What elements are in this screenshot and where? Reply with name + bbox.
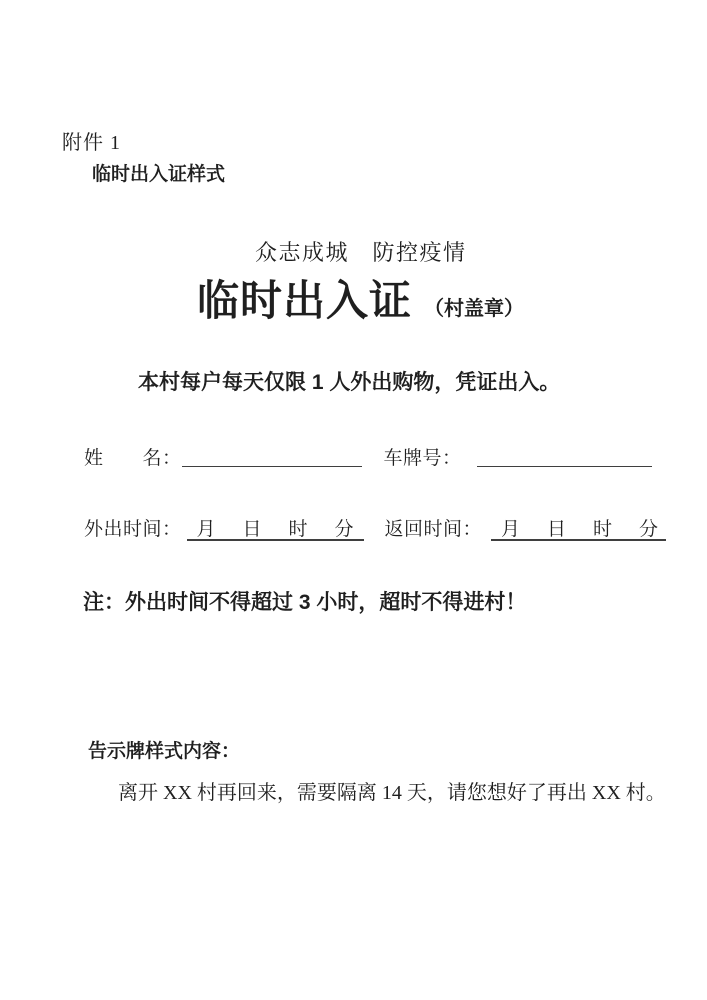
- time-row: [84, 514, 666, 541]
- time-limit-note: 注：外出时间不得超过 3 小时，超时不得进村！: [83, 591, 527, 614]
- plate-number-blank-field: [477, 443, 652, 467]
- sample-heading: 临时出入证样式: [92, 164, 226, 185]
- out-time-label: 外出时间：: [84, 519, 182, 540]
- pass-title-row: [197, 268, 524, 328]
- pass-rule-text: 本村每户每天仅限 1 人外出购物，凭证出入。: [138, 371, 561, 394]
- name-label: 姓 名：: [84, 448, 182, 469]
- return-time-blank-field: 月 日 时 分: [491, 514, 666, 541]
- return-time-label: 返回时间：: [384, 519, 483, 540]
- village-stamp-note: （村盖章）: [424, 298, 525, 320]
- plate-number-label: 车牌号：: [383, 448, 462, 469]
- pass-title: 临时出入证: [197, 277, 413, 324]
- notice-board-body: 离开 XX 村再回来，需要隔离 14 天，请您想好了再出 XX 村。: [118, 782, 666, 804]
- notice-board-heading: 告示牌样式内容：: [88, 741, 241, 762]
- name-plate-row: [84, 443, 652, 470]
- name-blank-field: [182, 443, 362, 467]
- out-time-blank-field: 月 日 时 分: [187, 514, 364, 541]
- epidemic-slogan: 众志成城 防控疫情: [255, 240, 467, 265]
- attachment-label: 附件 1: [62, 132, 121, 154]
